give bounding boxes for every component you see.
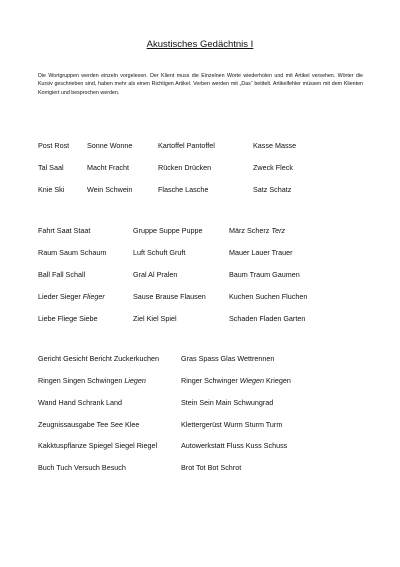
word-text: Kuchen Suchen Fluchen	[229, 292, 308, 301]
word-text: März Scherz	[229, 226, 272, 235]
word-group	[181, 441, 287, 450]
word-row	[0, 463, 400, 475]
word-group: Satz Schatz	[253, 185, 292, 194]
word-text: Mauer Lauer Trauer	[229, 248, 293, 257]
word-group	[181, 398, 273, 407]
word-text: Gruppe Suppe Puppe	[133, 226, 203, 235]
word-group	[181, 354, 274, 363]
word-text: Ball Fall Schall	[38, 270, 86, 279]
word-group	[38, 463, 126, 472]
word-row	[0, 398, 400, 410]
italic-word: Terz	[271, 226, 286, 235]
word-group: Knie Ski	[38, 185, 65, 194]
word-row	[0, 420, 400, 432]
word-group	[38, 354, 159, 363]
word-text: Baum Traum Gaumen	[229, 270, 300, 279]
word-group	[38, 398, 122, 407]
word-group	[133, 270, 177, 279]
word-text: Ringen Singen Schwingen	[38, 376, 125, 385]
word-group	[133, 226, 203, 235]
word-text: Stein Sein Main Schwungrad	[181, 398, 274, 407]
word-group	[38, 314, 98, 323]
word-group	[181, 376, 291, 385]
word-group	[38, 420, 139, 429]
word-group: Macht Fracht	[87, 163, 129, 172]
word-group	[133, 292, 206, 301]
word-group	[133, 314, 177, 323]
word-row	[0, 441, 400, 453]
word-group: Flasche Lasche	[158, 185, 209, 194]
italic-word: Liegen	[124, 376, 146, 385]
word-row	[0, 376, 400, 388]
word-group	[229, 226, 285, 235]
word-group	[229, 314, 305, 323]
italic-word: Flieger	[82, 292, 105, 301]
word-group	[38, 248, 106, 257]
word-text: Schaden Fladen Garten	[229, 314, 306, 323]
word-row	[0, 292, 400, 304]
word-text: Liebe Fliege Siebe	[38, 314, 98, 323]
word-group	[229, 292, 307, 301]
word-group	[181, 420, 282, 429]
word-group: Kartoffel Pantoffel	[158, 141, 215, 150]
word-group	[38, 292, 105, 301]
word-row	[0, 163, 400, 175]
word-group	[181, 463, 241, 472]
word-group: Sonne Wonne	[87, 141, 133, 150]
word-row	[0, 314, 400, 326]
word-text: Gral Al Pralen	[133, 270, 178, 279]
instructions-paragraph: Die Wortgruppen werden einzeln vorgelesen. Der Klient muss die Einzelnen Worte wiederholen und mit Artikel versehen. Wörter die Kursiv geschrieben sind, haben mehr als einen Richtigen Artikel. Verben werden mit „Das“ betitelt. Artikelfehler müssen mit dem Klienten Korrigiert und besprochen werden.	[38, 73, 363, 96]
word-text: Raum Saum Schaum	[38, 248, 107, 257]
word-row	[0, 185, 400, 197]
word-group	[38, 441, 157, 450]
page-title: Akustisches Gedächtnis I	[146, 39, 254, 50]
word-row	[0, 248, 400, 260]
word-group: Wein Schwein	[87, 185, 133, 194]
italic-word: Wiegen	[239, 376, 265, 385]
word-group	[229, 248, 293, 257]
word-group	[229, 270, 300, 279]
word-text: Fahrt Saat Staat	[38, 226, 91, 235]
word-text: Klettergerüst Wurm Sturm Turm	[181, 420, 283, 429]
word-text: Gericht Gesicht Bericht Zuckerkuchen	[38, 354, 160, 363]
word-text: Gras Spass Glas Wettrennen	[181, 354, 275, 363]
word-group: Post Rost	[38, 141, 70, 150]
word-row	[0, 226, 400, 238]
word-group: Zweck Fleck	[253, 163, 293, 172]
word-row	[0, 141, 400, 153]
word-group: Kasse Masse	[253, 141, 297, 150]
word-text: Kakktuspflanze Spiegel Siegel Riegel	[38, 441, 158, 450]
word-text: Wand Hand Schrank Land	[38, 398, 123, 407]
word-text: Zeugnissausgabe Tee See Klee	[38, 420, 140, 429]
word-text: Ringer Schwinger	[181, 376, 240, 385]
word-row	[0, 354, 400, 366]
word-row	[0, 270, 400, 282]
word-text: Brot Tot Bot Schrot	[181, 463, 242, 472]
word-text: Lieder Sieger	[38, 292, 83, 301]
word-text: Kriegen	[264, 376, 291, 385]
word-group	[38, 376, 146, 385]
word-text: Autowerkstatt Fluss Kuss Schuss	[181, 441, 288, 450]
word-group	[38, 270, 85, 279]
word-group: Tal Saal	[38, 163, 64, 172]
word-group	[133, 248, 185, 257]
word-text: Buch Tuch Versuch Besuch	[38, 463, 126, 472]
word-text: Luft Schuft Gruft	[133, 248, 186, 257]
word-text: Ziel Kiel Spiel	[133, 314, 177, 323]
word-text: Sause Brause Flausen	[133, 292, 206, 301]
word-group: Rücken Drücken	[158, 163, 212, 172]
word-group	[38, 226, 90, 235]
